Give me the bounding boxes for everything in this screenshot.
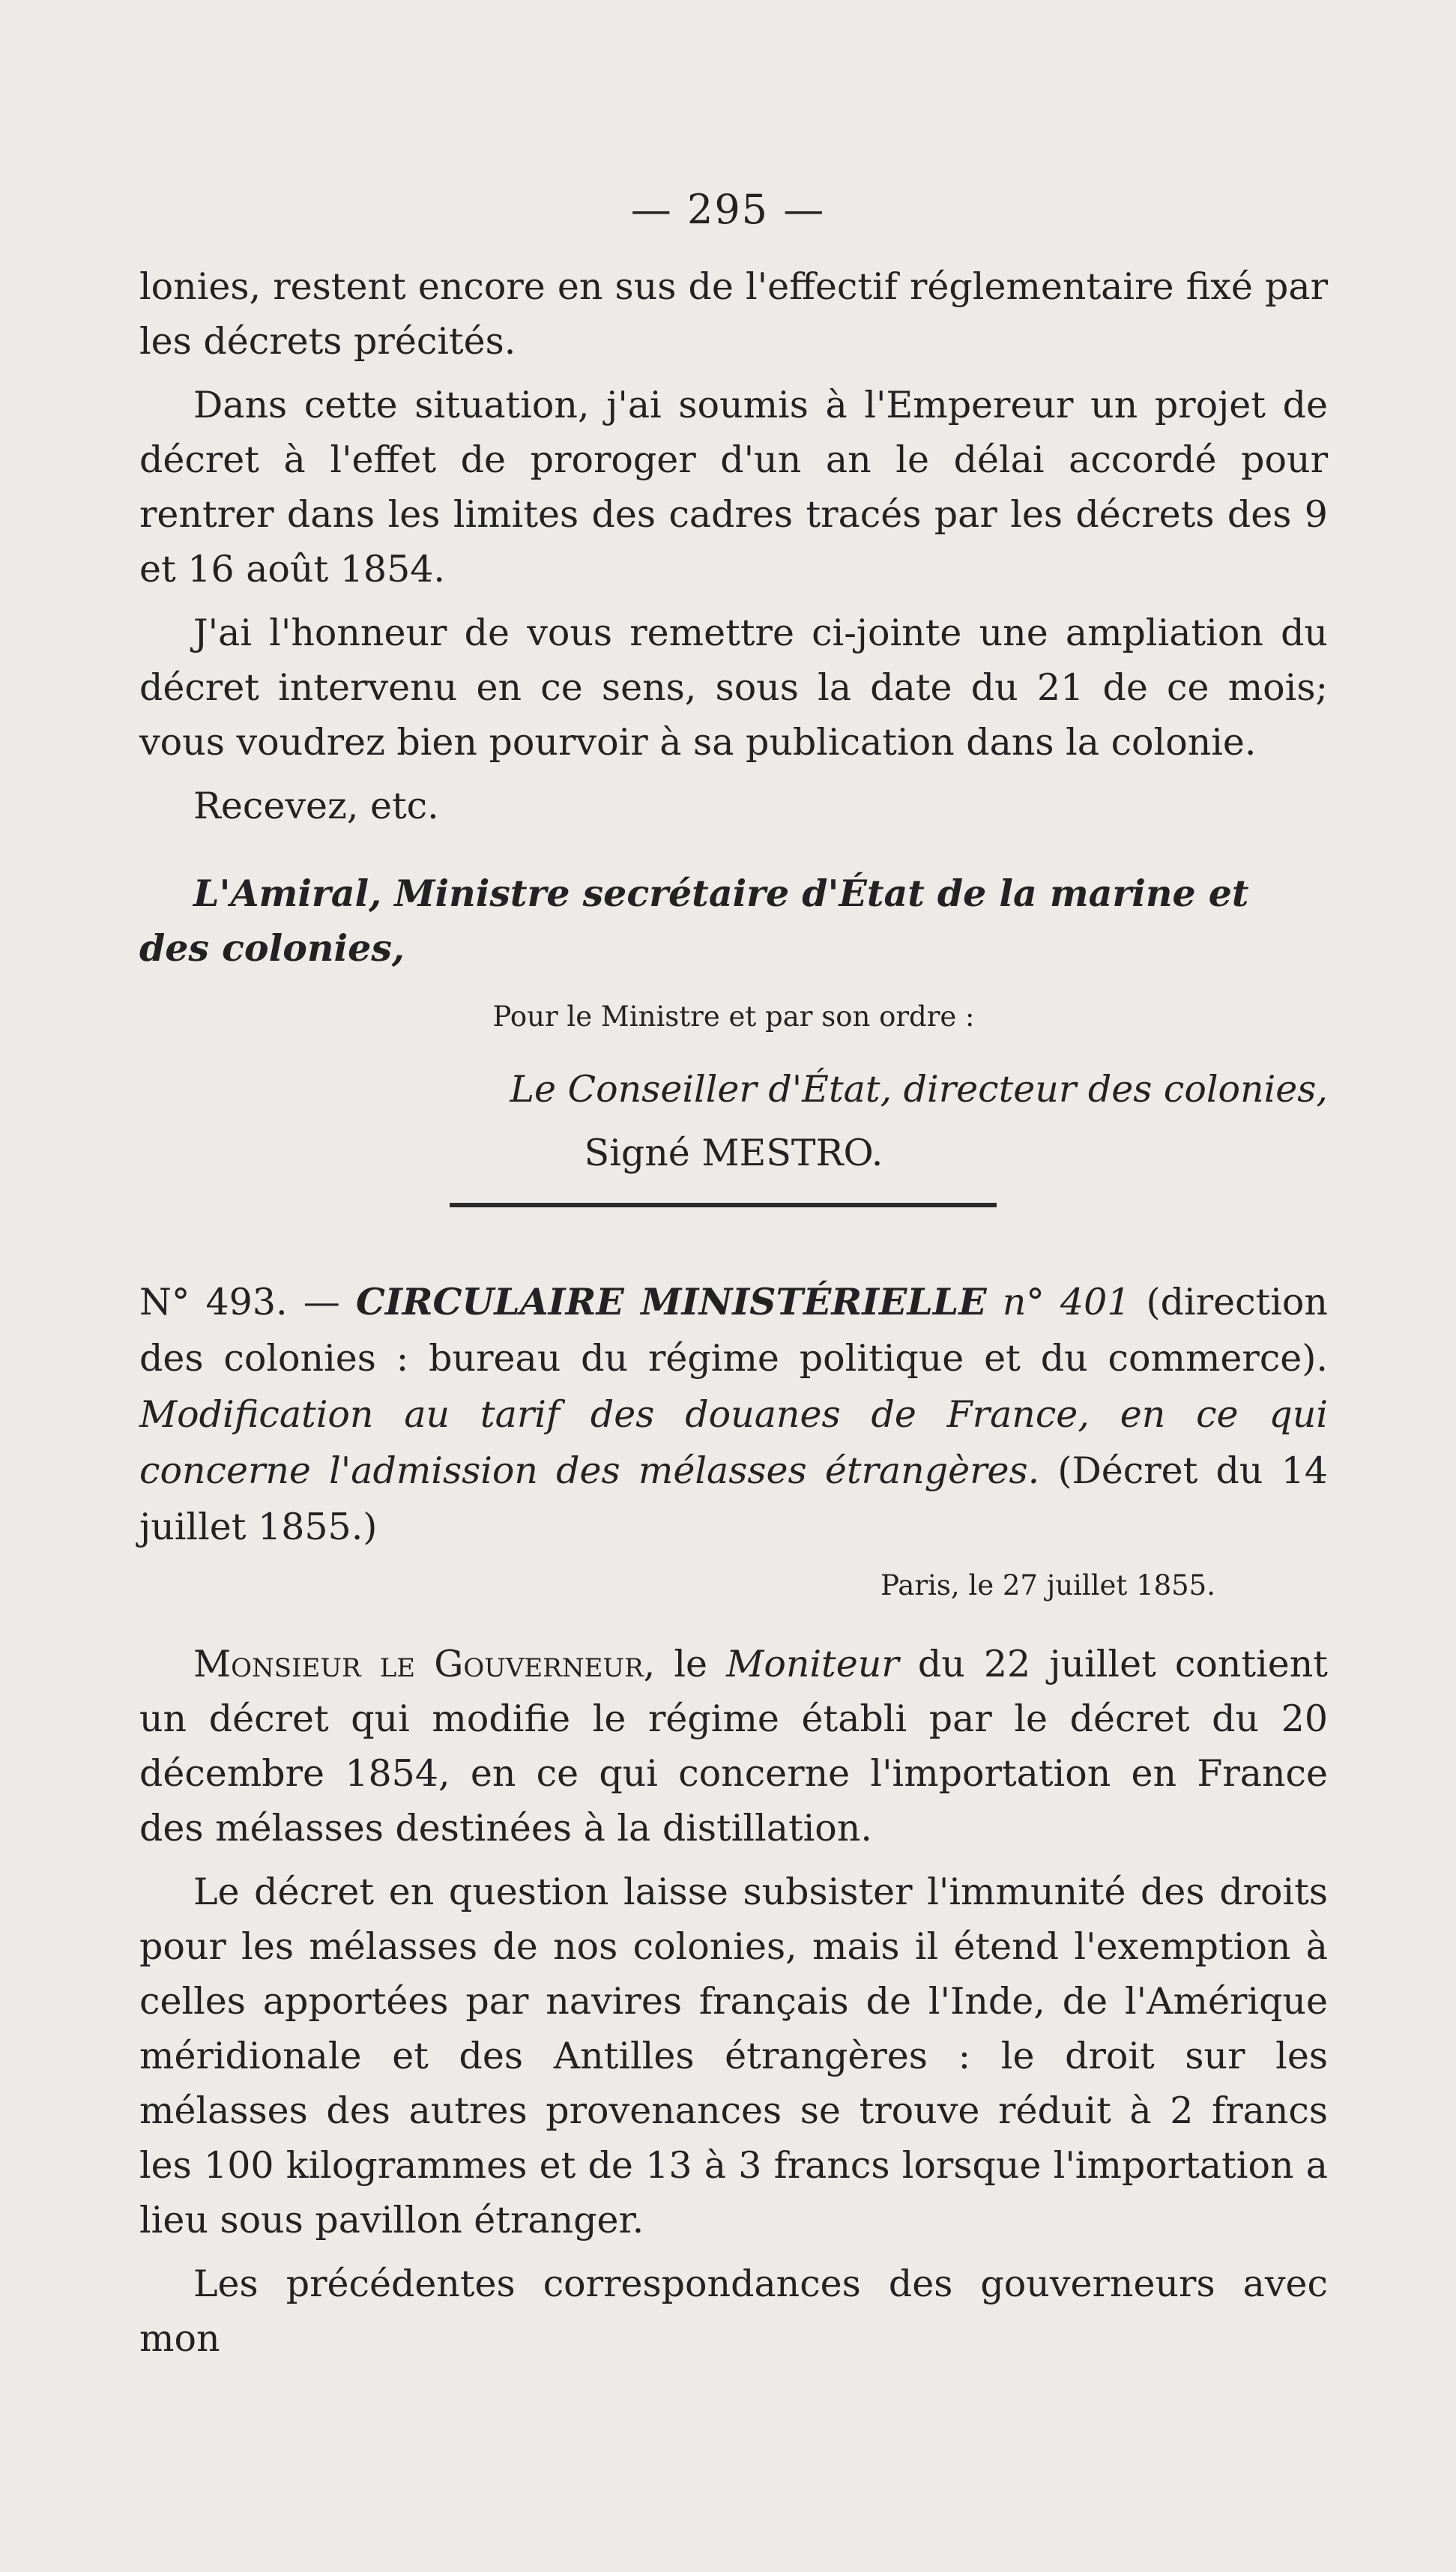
salutation: Monsieur le Gouverneur: [193, 1643, 644, 1685]
signature-title: L'Amiral, Ministre secrétaire d'État de la marine et des colonies,: [139, 872, 1249, 970]
signed-line: Signé MESTRO.: [584, 1132, 883, 1174]
circular-block: [139, 1274, 1328, 2366]
circular-decree: (Décret du 14 juillet 1855.): [139, 1449, 1328, 1548]
dateline: Paris, le 27 juillet 1855.: [880, 1569, 1215, 1602]
circular-subnumber: n° 401: [986, 1281, 1131, 1323]
text-block-top: [139, 259, 1328, 1180]
circular-direction: (direction des colonies : bureau du régime politique et du commerce).: [139, 1281, 1328, 1380]
paragraph-correspondances: Les précédentes correspondances des gouverneurs avec mon: [139, 2262, 1328, 2360]
paragraph-recevez: Recevez, etc.: [193, 785, 439, 827]
circular-heading: [139, 1274, 1328, 1555]
paragraph-moniteur-a: , le: [643, 1643, 727, 1685]
order-line: Pour le Ministre et par son ordre :: [492, 1000, 975, 1033]
counselor-line: Le Conseiller d'État, directeur des colonies,: [510, 1068, 1328, 1111]
moniteur-title: Moniteur: [726, 1643, 899, 1685]
paragraph-situation: Dans cette situation, j'ai soumis à l'Empereur un projet de décret à l'effet de proroger d'un an le délai accordé pour rentrer dans les limites des cadres tracés par les décrets des 9 et 16 août 1854.: [139, 384, 1328, 591]
paragraph-moniteur-b: du 22 juillet contient un décret qui modifie le régime établi par le décret du 20 décembre 1854, en ce qui concerne l'importation en France des mélasses destinées à la distillation.: [139, 1643, 1328, 1850]
paragraph-continuation: lonies, restent encore en sus de l'effectif réglementaire fixé par les décrets précités.: [139, 265, 1328, 363]
page-number: — 295 —: [630, 186, 826, 233]
section-divider: [450, 1203, 997, 1207]
circular-subject: Modification au tarif des douanes de France, en ce qui concerne l'admission des mélasses étrangères.: [139, 1393, 1328, 1492]
paragraph-decret: Le décret en question laisse subsister l'immunité des droits pour les mélasses de nos colonies, mais il étend l'exemption à celles apportées par navires français de l'Inde, de l'Amérique méridionale et des Antilles étrangères : le droit sur les mélasses des autres provenances se trouve réduit à 2 francs les 100 kilogrammes et de 13 à 3 francs lorsque l'importation a lieu sous pavillon étranger.: [139, 1871, 1328, 2242]
paragraph-moniteur: [139, 1637, 1328, 1856]
circular-title: CIRCULAIRE MINISTÉRIELLE: [355, 1280, 987, 1323]
circular-number: N° 493. —: [139, 1281, 356, 1323]
paragraph-ampliation: J'ai l'honneur de vous remettre ci-jointe une ampliation du décret intervenu en ce sens, sous la date du 21 de ce mois; vous voudrez bien pourvoir à sa publication dans la colonie.: [139, 612, 1328, 764]
